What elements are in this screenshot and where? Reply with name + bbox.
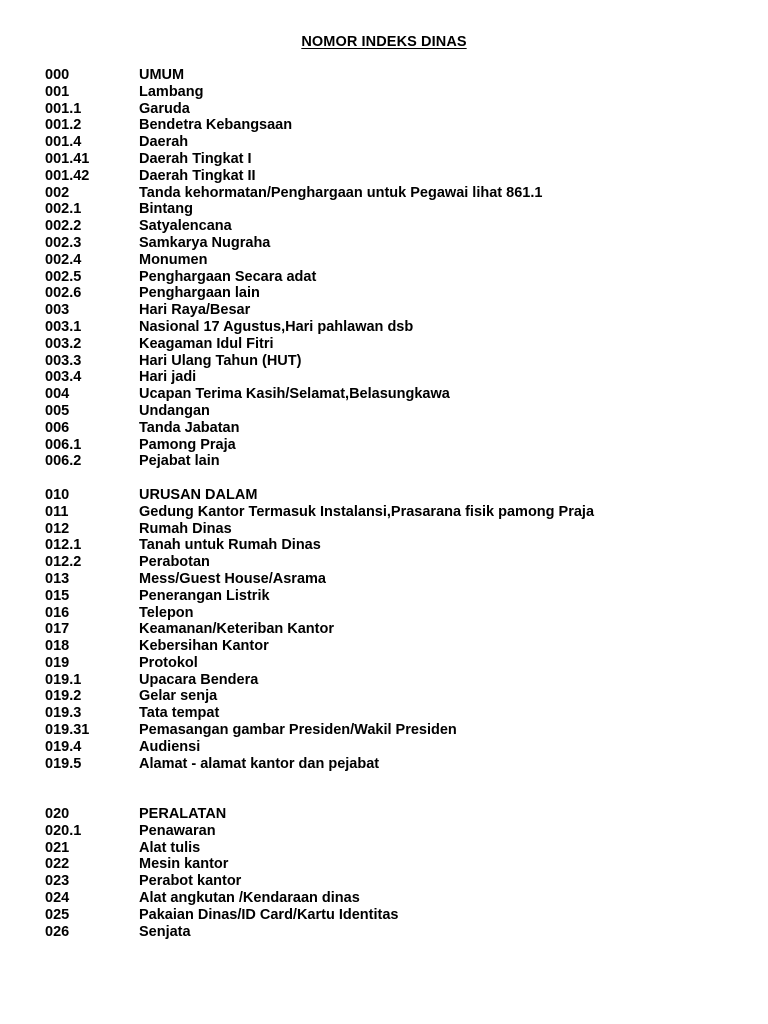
index-row: [45, 873, 745, 890]
index-label: Tanda Jabatan: [139, 419, 240, 436]
index-row: [45, 336, 745, 353]
index-code: 004: [45, 386, 70, 403]
index-label: Ucapan Terima Kasih/Selamat,Belasungkawa: [139, 386, 450, 403]
index-row: [45, 638, 745, 655]
index-row: [45, 453, 745, 470]
index-label: Kebersihan Kantor: [139, 638, 269, 655]
index-label: Satyalencana: [139, 218, 232, 235]
index-row: [45, 621, 745, 638]
index-label: Senjata: [139, 923, 191, 940]
index-label: Penghargaan lain: [139, 285, 260, 302]
index-label: Pemasangan gambar Presiden/Wakil Presiden: [139, 722, 457, 739]
index-label: Lambang: [139, 83, 204, 100]
index-row: [45, 605, 745, 622]
index-code: 001.2: [45, 117, 82, 134]
index-row: [45, 756, 745, 773]
index-code: 012.1: [45, 537, 82, 554]
index-row: [45, 554, 745, 571]
index-code: 025: [45, 906, 70, 923]
index-code: 020.1: [45, 822, 82, 839]
index-code: 018: [45, 638, 70, 655]
index-row: [45, 823, 745, 840]
index-row: [45, 218, 745, 235]
index-list: [45, 67, 745, 940]
index-code: 006.1: [45, 436, 82, 453]
index-code: 001.4: [45, 134, 82, 151]
index-code: 019.2: [45, 688, 82, 705]
index-row: [45, 369, 745, 386]
index-row: [45, 269, 745, 286]
index-label: Alat tulis: [139, 839, 201, 856]
index-code: 003.1: [45, 318, 82, 335]
index-code: 016: [45, 604, 70, 621]
section-heading-row: [45, 806, 745, 823]
index-code: 019: [45, 654, 70, 671]
index-label: Hari Raya/Besar: [139, 302, 251, 319]
index-code: 017: [45, 621, 70, 638]
index-code: 003.2: [45, 335, 82, 352]
index-label: Monumen: [139, 251, 208, 268]
index-code: 002.6: [45, 285, 82, 302]
index-row: [45, 168, 745, 185]
index-code: 002.3: [45, 234, 82, 251]
index-label: Penawaran: [139, 822, 216, 839]
index-row: [45, 537, 745, 554]
index-row: [45, 571, 745, 588]
index-row: [45, 588, 745, 605]
index-code: 005: [45, 402, 70, 419]
index-row: [45, 688, 745, 705]
index-code: 013: [45, 570, 70, 587]
index-code: 015: [45, 587, 70, 604]
index-row: [45, 151, 745, 168]
index-code: 006.2: [45, 453, 82, 470]
index-code: 001.41: [45, 150, 90, 167]
index-row: [45, 739, 745, 756]
index-label: Pamong Praja: [139, 436, 236, 453]
index-row: [45, 84, 745, 101]
index-label: Upacara Bendera: [139, 671, 259, 688]
index-code: 026: [45, 923, 70, 940]
index-label: Nasional 17 Agustus,Hari pahlawan dsb: [139, 318, 414, 335]
index-row: [45, 672, 745, 689]
index-row: [45, 722, 745, 739]
index-label: Mesin kantor: [139, 856, 229, 873]
index-label: Protokol: [139, 654, 198, 671]
section-heading-label: UMUM: [139, 67, 185, 83]
index-code: 002.5: [45, 268, 82, 285]
index-row: [45, 504, 745, 521]
index-row: [45, 420, 745, 437]
index-label: Hari jadi: [139, 369, 197, 386]
section-heading-label: PERALATAN: [139, 806, 227, 823]
index-code: 002: [45, 184, 70, 201]
index-row: [45, 319, 745, 336]
index-row: [45, 890, 745, 907]
index-label: Gelar senja: [139, 688, 218, 705]
index-row: [45, 134, 745, 151]
index-row: [45, 655, 745, 672]
index-label: Tata tempat: [139, 705, 220, 722]
index-label: Daerah Tingkat I: [139, 150, 252, 167]
index-row: [45, 403, 745, 420]
index-label: Bintang: [139, 201, 193, 218]
index-label: Perabotan: [139, 554, 210, 571]
index-code: 021: [45, 839, 70, 856]
index-code: 019.31: [45, 722, 90, 739]
index-label: Pejabat lain: [139, 453, 220, 470]
index-code: 006: [45, 419, 70, 436]
index-label: Telepon: [139, 604, 194, 621]
index-code: 011: [45, 503, 69, 520]
index-label: Daerah: [139, 134, 189, 151]
index-row: [45, 302, 745, 319]
index-row: [45, 856, 745, 873]
index-row: [45, 521, 745, 538]
index-code: 019.5: [45, 755, 82, 772]
index-row: [45, 907, 745, 924]
section-heading-label: URUSAN DALAM: [139, 486, 258, 503]
index-label: Hari Ulang Tahun (HUT): [139, 352, 302, 369]
index-label: Garuda: [139, 100, 190, 117]
index-code: 003: [45, 302, 70, 319]
index-code: 012: [45, 520, 70, 537]
index-label: Alamat - alamat kantor dan pejabat: [139, 755, 380, 772]
index-code: 022: [45, 856, 70, 873]
index-code: 001: [45, 83, 70, 100]
index-label: Undangan: [139, 402, 210, 419]
index-label: Keamanan/Keteriban Kantor: [139, 621, 334, 638]
index-label: Daerah Tingkat II: [139, 167, 256, 184]
index-code: 002.4: [45, 251, 82, 268]
index-row: [45, 386, 745, 403]
index-label: Audiensi: [139, 738, 201, 755]
index-row: [45, 252, 745, 269]
index-label: Rumah Dinas: [139, 520, 232, 537]
index-row: [45, 117, 745, 134]
index-row: [45, 201, 745, 218]
index-code: 020: [45, 806, 70, 823]
index-row: [45, 353, 745, 370]
index-code: 010: [45, 486, 70, 503]
index-label: Mess/Guest House/Asrama: [139, 570, 326, 587]
index-code: 001.1: [45, 100, 82, 117]
index-code: 003.4: [45, 369, 82, 386]
index-label: Keagaman Idul Fitri: [139, 335, 274, 352]
index-code: 000: [45, 67, 70, 83]
index-label: Pakaian Dinas/ID Card/Kartu Identitas: [139, 906, 399, 923]
index-code: 001.42: [45, 167, 90, 184]
index-label: Perabot kantor: [139, 873, 242, 890]
index-row: [45, 285, 745, 302]
section-heading-row: [45, 67, 745, 84]
index-row: [45, 101, 745, 118]
index-code: 019.1: [45, 671, 82, 688]
index-row: [45, 924, 745, 941]
section-heading-row: [45, 487, 745, 504]
index-row: [45, 437, 745, 454]
index-code: 003.3: [45, 352, 82, 369]
index-code: 019.4: [45, 738, 82, 755]
index-label: Tanda kehormatan/Penghargaan untuk Pegawai lihat 861.1: [139, 184, 543, 201]
index-row: [45, 235, 745, 252]
page-title: NOMOR INDEKS DINAS: [301, 34, 467, 50]
index-code: 002.1: [45, 201, 82, 218]
index-code: 002.2: [45, 218, 82, 235]
index-label: Alat angkutan /Kendaraan dinas: [139, 890, 360, 907]
index-row: [45, 185, 745, 202]
index-code: 012.2: [45, 554, 82, 571]
index-code: 019.3: [45, 705, 82, 722]
index-label: Tanah untuk Rumah Dinas: [139, 537, 321, 554]
index-label: Penghargaan Secara adat: [139, 268, 317, 285]
index-label: Gedung Kantor Termasuk Instalansi,Prasarana fisik pamong Praja: [139, 503, 595, 520]
index-label: Bendetra Kebangsaan: [139, 117, 293, 134]
index-code: 023: [45, 873, 70, 890]
index-row: [45, 840, 745, 857]
index-label: Samkarya Nugraha: [139, 234, 271, 251]
index-label: Penerangan Listrik: [139, 587, 270, 604]
index-code: 024: [45, 890, 70, 907]
index-row: [45, 705, 745, 722]
